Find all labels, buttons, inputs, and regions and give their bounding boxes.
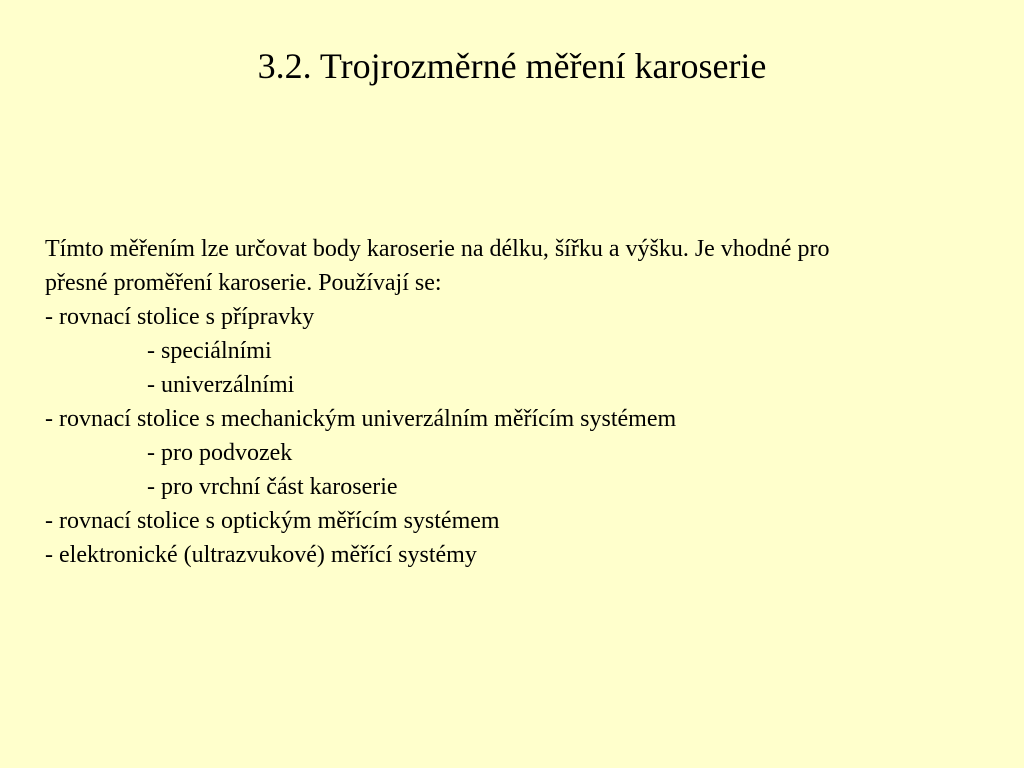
intro-paragraph bbox=[45, 232, 995, 300]
intro-line: Tímto měřením lze určovat body karoserie na délku, šířku a výšku. Je vhodné pro bbox=[45, 236, 830, 262]
list-item: - rovnací stolice s přípravky bbox=[45, 304, 315, 330]
list-subitem: - speciálními bbox=[147, 338, 272, 364]
slide-body bbox=[45, 232, 995, 572]
list-subitem: - pro vrchní část karoserie bbox=[147, 474, 398, 500]
list-subitem: - pro podvozek bbox=[147, 440, 293, 466]
intro-line: přesné proměření karoserie. Používají se: bbox=[45, 270, 442, 296]
list-item: - rovnací stolice s optickým měřícím systémem bbox=[45, 508, 500, 534]
list-subitem: - univerzálními bbox=[147, 372, 295, 398]
list-item: - rovnací stolice s mechanickým univerzálním měřícím systémem bbox=[45, 406, 677, 432]
bullet-list bbox=[45, 300, 995, 572]
list-item: - elektronické (ultrazvukové) měřící systémy bbox=[45, 542, 477, 568]
slide-title: 3.2. Trojrozměrné měření karoserie bbox=[257, 46, 767, 86]
